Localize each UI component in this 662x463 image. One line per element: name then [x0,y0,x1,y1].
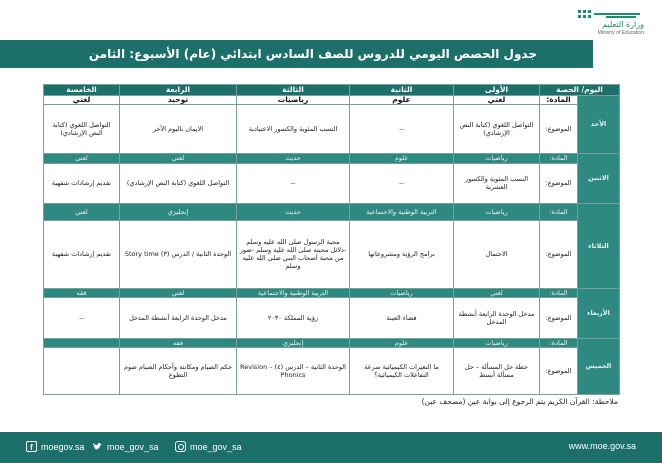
subject-row-monday [44,153,620,163]
header-period-5: الخامسة [44,85,120,96]
topic-cell: التواصل اللغوي (كتابة النص الإرشادي) [120,163,237,203]
subject-cell: التربية الوطنية والاجتماعية [237,288,350,298]
twitter-icon [92,441,103,452]
subject-row-tuesday [44,203,620,220]
topic-row-monday [44,163,620,203]
subject-row-wednesday [44,288,620,298]
topic-label: الموضوع: [540,348,578,395]
website-link: www.moe.gov.sa [568,441,636,451]
topic-cell: الوحدة الثانية – الدرس (٤) Revision – Phonics [237,348,350,395]
subject-cell: لغتي [44,153,120,163]
topic-cell: التواصل اللغوي (كتابة النص الإرشادي) [454,105,540,154]
subject-cell: رياضيات [454,203,540,220]
topic-cell [44,348,120,395]
day-monday: الاثنين [578,153,620,203]
schedule-table-wrapper [43,84,619,395]
topic-label: الموضوع: [540,220,578,288]
topic-row-tuesday [44,220,620,288]
topic-cell: مدخل الوحدة الرابعة أنشطة المدخل [454,298,540,338]
topic-cell: الوحدة الثانية / الدرس (٣) Story time [120,220,237,288]
subject-cell: لغتي [454,95,540,105]
subject-cell: لغتي [44,95,120,105]
topic-cell: الاحتمال [454,220,540,288]
subject-cell: لغتي [120,153,237,163]
subject-cell: لغتي [454,288,540,298]
schedule-table [43,84,620,395]
topic-cell: -- [237,163,350,203]
day-thursday: الخميس [578,338,620,394]
topic-cell: برامج الرؤية ومشروعاتها [350,220,454,288]
day-tuesday: الثلاثاء [578,203,620,288]
topic-cell: فضاء العينة [350,298,454,338]
footer-bar [0,432,662,463]
subject-cell: فقه [120,338,237,348]
topic-row-thursday [44,348,620,395]
title-band [0,40,593,68]
topic-cell: التواصل اللغوي (كتابة النص الإرشادي) [44,105,120,154]
logo-arabic-text: وزارة التعليم [602,20,644,29]
topic-label: الموضوع: [540,163,578,203]
footer-website[interactable] [569,441,636,451]
subject-cell: فقه [44,288,120,298]
topic-cell: رؤية المملكة ٢٠٣٠ [237,298,350,338]
quran-note: ملاحظة: القرآن الكريم يتم الرجوع إلى بوابة عين (مصحف عين) [421,397,618,406]
topic-cell: -- [44,298,120,338]
day-sunday: الأحد [578,95,620,153]
subject-label: المادة: [540,338,578,348]
topic-label: الموضوع: [540,105,578,154]
header-period-2: الثانية [350,85,454,96]
table-header-row [44,85,620,96]
topic-cell: تقديم إرشادات شفهية [44,220,120,288]
topic-cell: الايمان باليوم الآخر [120,105,237,154]
page-title: جدول الحصص اليومي للدروس للصف السادس ابتدائي (عام) الأسبوع: الثامن [88,47,537,61]
ministry-logo [574,8,644,38]
topic-cell: -- [350,105,454,154]
subject-row-thursday [44,338,620,348]
subject-cell: علوم [350,95,454,105]
subject-row-sunday [44,95,620,105]
subject-cell: علوم [350,153,454,163]
subject-cell: حديث [237,203,350,220]
header-period-4: الرابعة [120,85,237,96]
subject-cell: التربية الوطنية والاجتماعية [350,203,454,220]
instagram-handle: moe_gov_sa [190,441,242,452]
topic-row-sunday [44,105,620,154]
subject-cell: إنجليزي [120,203,237,220]
subject-label: المادة: [540,288,578,298]
topic-cell: تقديم إرشادات شفهية [44,163,120,203]
topic-cell: مدخل الوحدة الرابعة أنشطة المدخل [120,298,237,338]
subject-cell: رياضيات [350,288,454,298]
header-period-1: الأولى [454,85,540,96]
header-period-3: الثالثة [237,85,350,96]
subject-cell: إنجليزي [237,338,350,348]
topic-cell: النسب المئوية والكسور الاعتيادية [237,105,350,154]
subject-label: المادة: [540,203,578,220]
logo-mark-icon [576,8,644,20]
topic-cell: ما التغيرات الكيميائية سرعة التفاعلات الكيميائية؟ [350,348,454,395]
topic-label: الموضوع: [540,298,578,338]
instagram-icon [175,441,186,452]
subject-cell: حديث [237,153,350,163]
topic-row-wednesday [44,298,620,338]
subject-cell: رياضيات [237,95,350,105]
topic-cell: حكم الصيام ومكانته وأحكام الصيام صوم التطوع [120,348,237,395]
subject-cell: رياضيات [454,338,540,348]
subject-cell: توحيد [120,95,237,105]
logo-english-text: Ministry of Education [597,30,644,36]
footer-instagram[interactable] [175,441,242,452]
facebook-handle: moegov.sa [41,441,85,452]
topic-cell: محبة الرسول صلى الله عليه وسلم -دلائل محبته صلى الله عليه وسلم -صور من محبة أصحاب النبي صلى الله عليه وسلم [237,220,350,288]
subject-cell: علوم [350,338,454,348]
topic-cell: النسب المئوية والكسور العشرية [454,163,540,203]
subject-cell [44,338,120,348]
subject-label: المادة: [540,95,578,105]
topic-cell: خطة حل المسألة – حل مسألة أبسط [454,348,540,395]
topic-cell: -- [350,163,454,203]
subject-label: المادة: [540,153,578,163]
twitter-handle: moe_gov_sa [107,441,159,452]
header-day-period: اليوم/ الحصة [540,85,620,96]
subject-cell: لغتي [44,203,120,220]
day-wednesday: الأربعاء [578,288,620,338]
footer-facebook[interactable] [26,441,84,452]
footer-twitter[interactable] [92,441,159,452]
subject-cell: لغتي [120,288,237,298]
facebook-icon: f [26,441,37,452]
subject-cell: رياضيات [454,153,540,163]
